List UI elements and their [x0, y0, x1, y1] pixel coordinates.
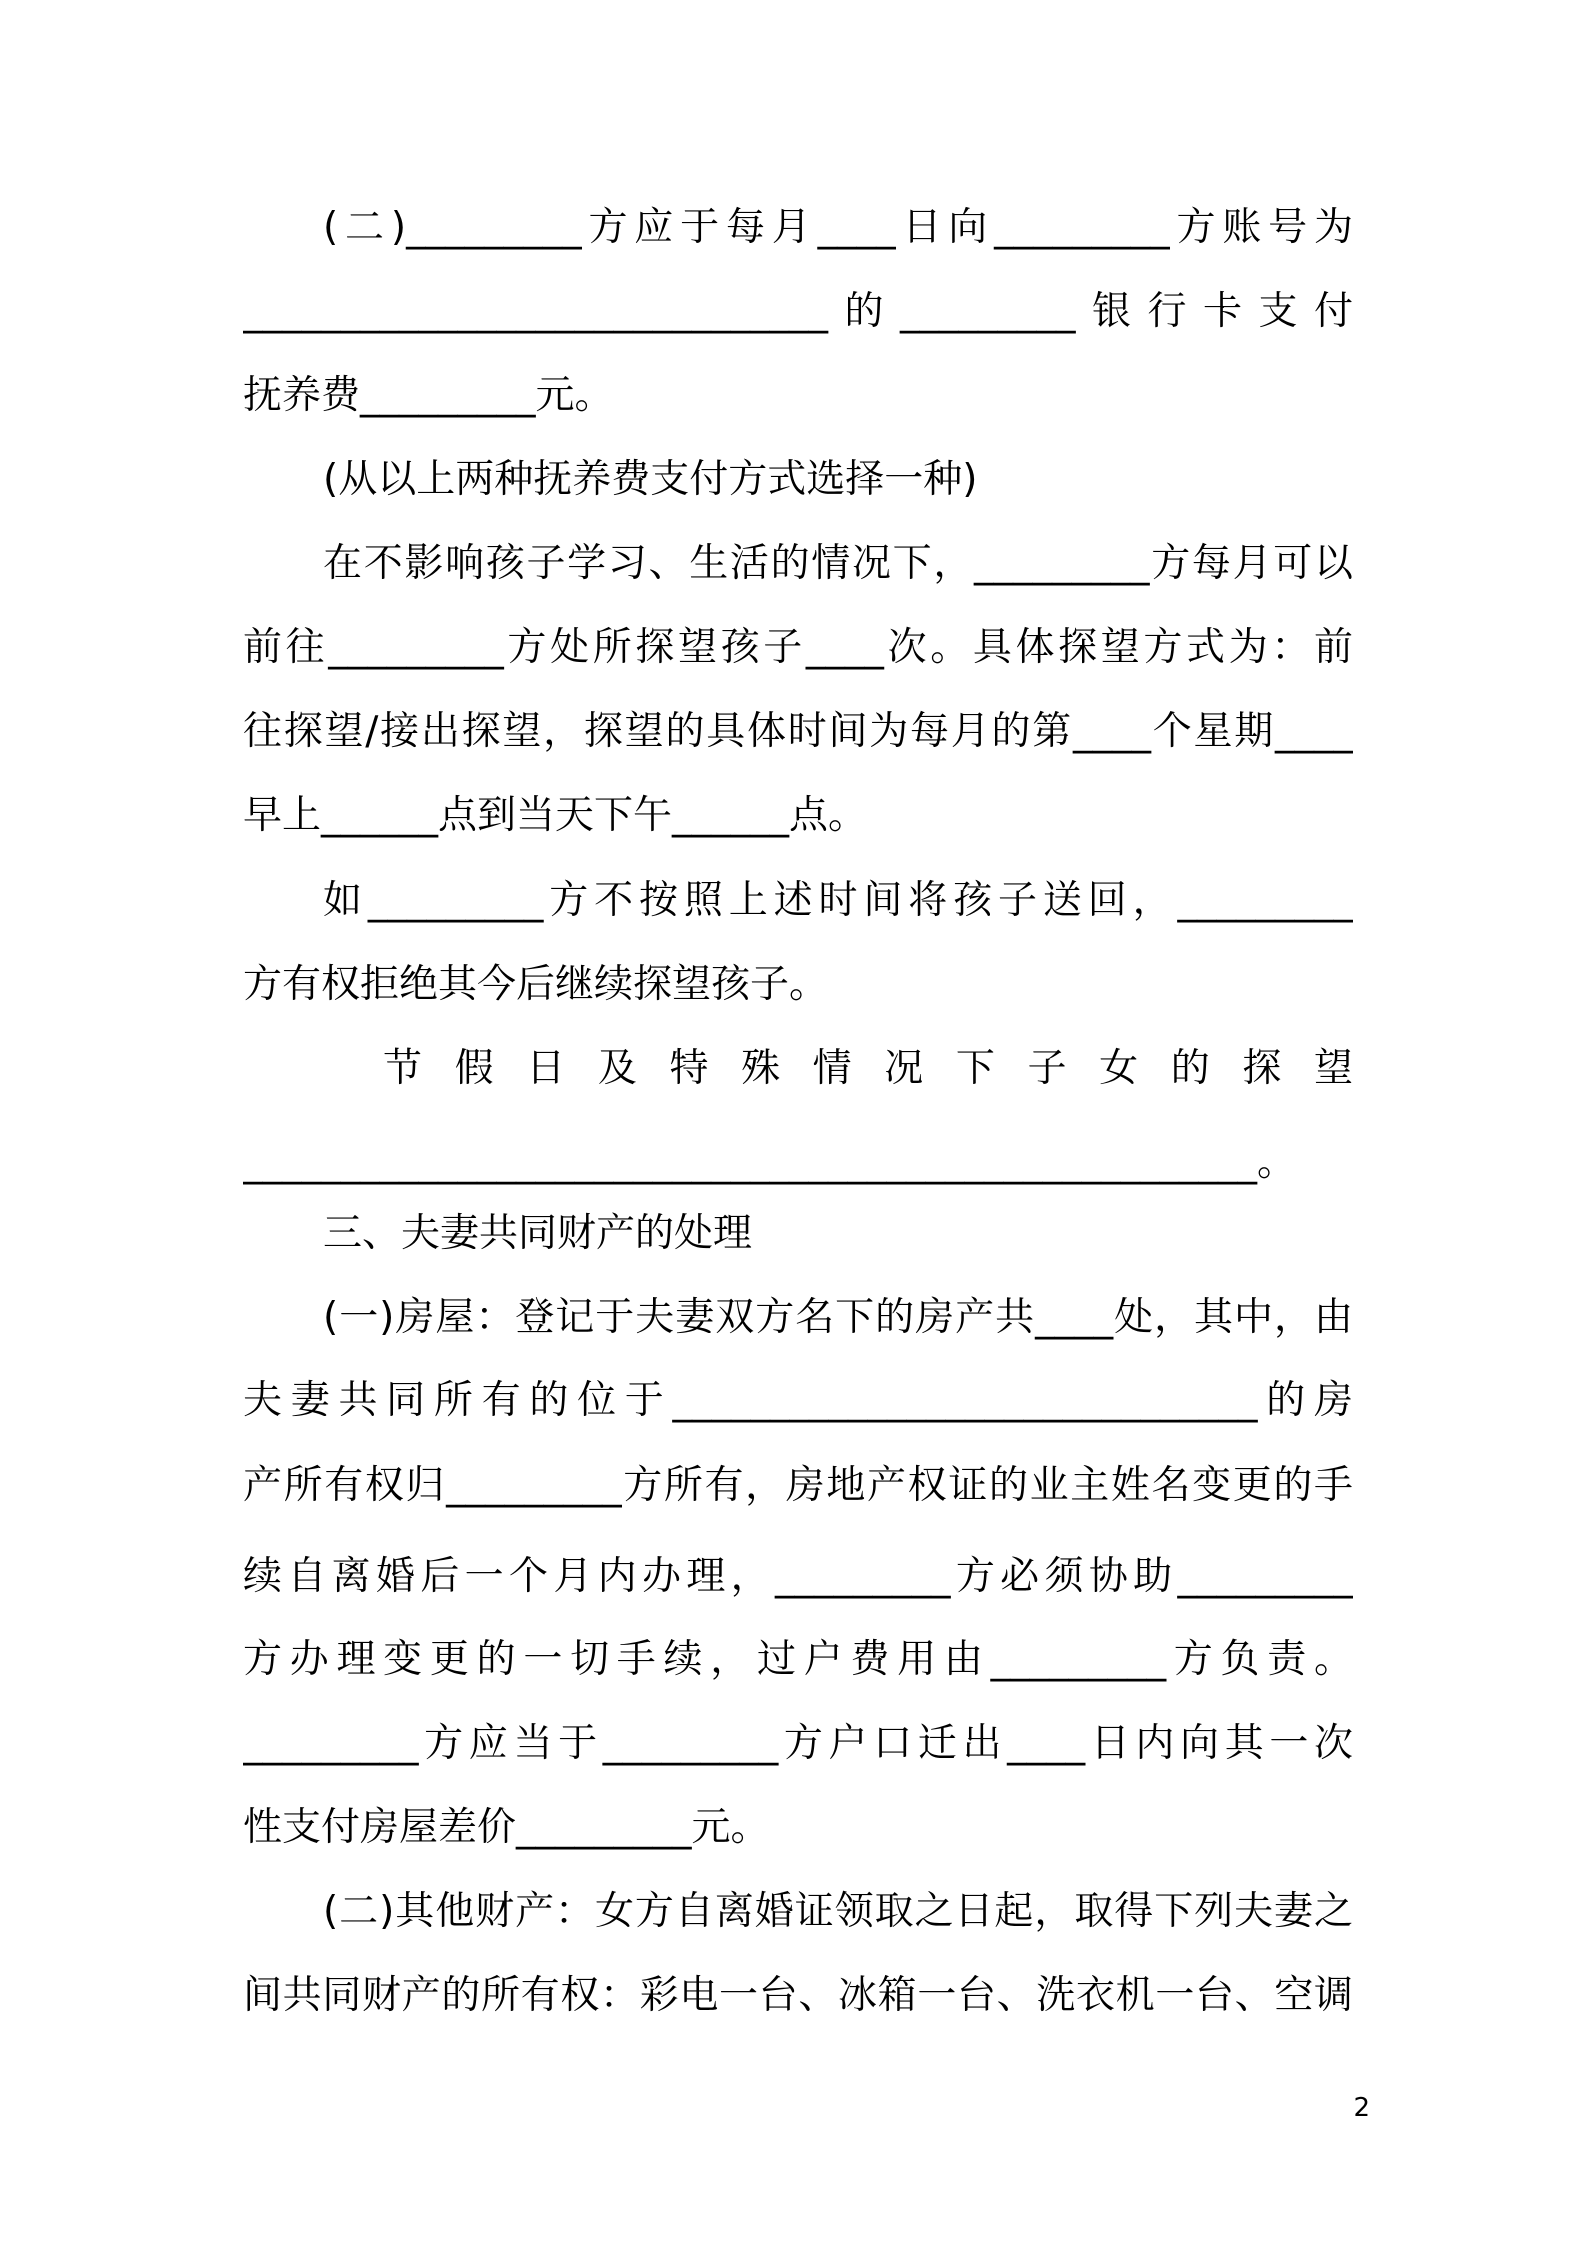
- paragraph-line-6: 前往_________方处所探望孩子____次。具体探望方式为：前: [243, 625, 1353, 670]
- paragraph-line-12: ____________________________________________________。: [243, 1140, 1296, 1185]
- section-heading: 三、夫妻共同财产的处理: [323, 1211, 753, 1256]
- paragraph-line-20: 性支付房屋差价_________元。: [243, 1805, 770, 1850]
- paragraph-line-2: ______________________________的_________银行卡支付: [243, 289, 1353, 334]
- paragraph-line-14: (一)房屋：登记于夫妻双方名下的房产共____处，其中，由: [323, 1295, 1353, 1340]
- paragraph-line-17: 续自离婚后一个月内办理，_________方必须协助_________: [243, 1554, 1353, 1599]
- paragraph-line-19: _________方应当于_________方户口迁出____日内向其一次: [243, 1721, 1353, 1766]
- paragraph-line-18: 方办理变更的一切手续，过户费用由_________方负责。: [243, 1637, 1353, 1682]
- paragraph-line-7: 往探望/接出探望，探望的具体时间为每月的第____个星期____: [243, 709, 1353, 754]
- paragraph-line-5: 在不影响孩子学习、生活的情况下，_________方每月可以: [323, 541, 1353, 586]
- paragraph-line-11: 节 假 日 及 特 殊 情 况 下 子 女 的 探 望: [383, 1046, 1353, 1091]
- paragraph-line-21: (二)其他财产：女方自离婚证领取之日起，取得下列夫妻之: [323, 1889, 1353, 1934]
- paragraph-line-9: 如_________方不按照上述时间将孩子送回，_________: [323, 878, 1353, 923]
- paragraph-line-22: 间共同财产的所有权：彩电一台、冰箱一台、洗衣机一台、空调: [243, 1973, 1353, 2018]
- paragraph-line-10: 方有权拒绝其今后继续探望孩子。: [243, 962, 829, 1007]
- paragraph-line-1: (二)_________方应于每月____日向_________方账号为: [323, 205, 1353, 250]
- paragraph-line-8: 早上______点到当天下午______点。: [243, 793, 868, 838]
- page-number: 2: [1353, 2093, 1370, 2123]
- paragraph-line-4: (从以上两种抚养费支付方式选择一种): [323, 457, 978, 502]
- paragraph-line-16: 产所有权归_________方所有，房地产权证的业主姓名变更的手: [243, 1463, 1353, 1508]
- paragraph-line-3: 抚养费_________元。: [243, 373, 614, 418]
- paragraph-line-15: 夫妻共同所有的位于______________________________的房: [243, 1378, 1353, 1423]
